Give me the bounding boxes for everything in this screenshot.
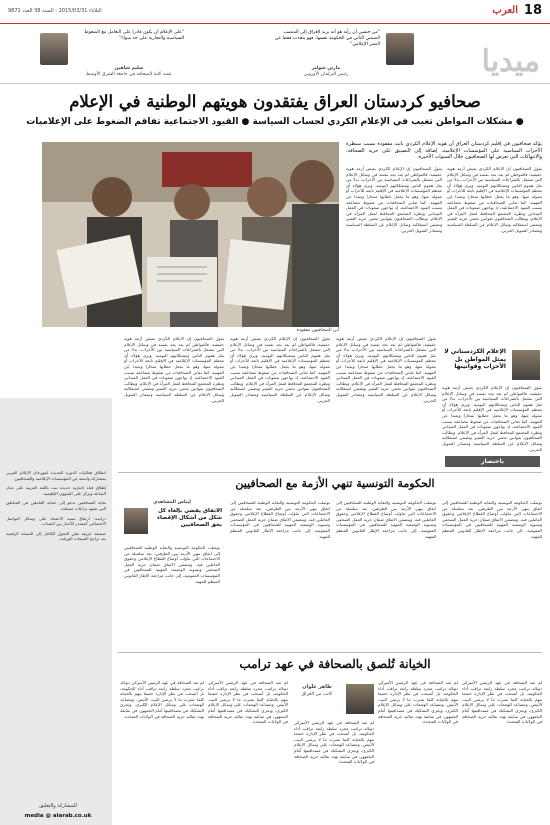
sidebar-footer-label: للمشاركة والتعليق: [39, 803, 77, 809]
tunisia-author-photo: [124, 508, 148, 534]
main-subheadline: ● مشكلات المواطن تغيب في الإعلام الكردي لحساب السياسة ● القيود الاجتماعية تفاقم الضغوط على الإعلاميات: [26, 117, 524, 127]
left-quote: "على الإعلام أن يكون قادرا على التعامل مع الضغوط السياسية والتجارية على حد سواء": [84, 30, 184, 41]
right-author-photo: [386, 33, 414, 65]
main-body-col-2: يقول الصحافيون إن الإعلام الكردي يعيش أزمة هوية حقيقية، فالمواطن لم يعد يجد نفسه في وسائل الإعلام التي تنشغل بالصراعات السياسية بين الأحزاب، بدلا من نقل هموم الناس ومشكلاتهم اليومية. ويرى هؤلاء أن معظم المؤسسات الإعلامية في الإقليم تابعة للأحزاب أو ممولة منها، وهو ما يجعل خطابها منحازا وبعيدا عن المهنية. كما تعاني الصحافيات من ضغوط مضاعفة بسبب القيود الاجتماعية، إذ يواجهن صعوبات في العمل الميداني ونظرة المجتمع المحافظ لعمل المرأة في الإعلام. ويطالب الصحافيون بقوانين تحمي حرية التعبير وتضمن استقلالية وسائل الإعلام عن السلطة السياسية ومصادر التمويل الحزبي.: [346, 166, 442, 233]
bottom-body-col-5: لم تعد الصحافة في عهد الرئيس الأميركي دونالد ترامب مجرد سلطة رابعة تراقب أداء الحكومة، بل أصبحت في نظر الإدارة خصما يتهم بالخيانة كلما نشرت ما لا يرضي البيت الأبيض. وتتصاعد الهجمات على وسائل الإعلام الكبرى، ويجري التشكيك في مصداقيتها أمام الجمهور، في سابقة تهدد تقاليد حرية الصحافة في الولايات المتحدة.: [120, 680, 204, 719]
main-body-col-3: يقول الصحافيون إن الإعلام الكردي يعيش أزمة هوية حقيقية، فالمواطن لم يعد يجد نفسه في وسائل الإعلام التي تنشغل بالصراعات السياسية بين الأحزاب، بدلا من نقل هموم الناس ومشكلاتهم اليومية. ويرى هؤلاء أن معظم المؤسسات الإعلامية في الإقليم تابعة للأحزاب أو ممولة منها، وهو ما يجعل خطابها منحازا وبعيدا عن المهنية. كما تعاني الصحافيات من ضغوط مضاعفة بسبب القيود الاجتماعية، إذ يواجهن صعوبات في العمل الميداني ونظرة المجتمع المحافظ لعمل المرأة في الإعلام. ويطالب الصحافيون بقوانين تحمي حرية التعبير وتضمن استقلالية وسائل الإعلام عن السلطة السياسية ومصادر التمويل الحزبي.: [442, 385, 542, 452]
section-title: ميديا: [481, 44, 540, 79]
bottom-author-role: كاتب من العراق: [301, 692, 333, 697]
sidebar-item: نقابة الصحافيين تدعو إلى حماية العاملين في المناطق التي تشهد نزاعات مسلحة.: [6, 500, 106, 511]
tunisia-body-col-1: توصلت الحكومة التونسية والنقابة الوطنية للصحافيين إلى اتفاق ينهي الأزمة بين الطرفين، بعد سلسلة من الاجتماعات التي تناولت أوضاع القطاع الإعلامي وحقوق العاملين فيه. ويتضمن الاتفاق ضمان حرية العمل الصحفي وتسوية الوضعية المهنية للصحافيين في المؤسسات العمومية، إلى جانب مراجعة الإطار القانوني المنظم للمهنة.: [442, 500, 542, 539]
tunisia-author: إيناس المشاهدي: [153, 500, 191, 505]
bottom-body-col-1: لم تعد الصحافة في عهد الرئيس الأميركي دونالد ترامب مجرد سلطة رابعة تراقب أداء الحكومة، بل أصبحت في نظر الإدارة خصما يتهم بالخيانة كلما نشرت ما لا يرضي البيت الأبيض. وتتصاعد الهجمات على وسائل الإعلام الكبرى، ويجري التشكيك في مصداقيتها أمام الجمهور، في سابقة تهدد تقاليد حرية الصحافة في الولايات المتحدة.: [462, 680, 542, 725]
newspaper-readers-photo: [42, 142, 339, 327]
section-divider: [118, 652, 542, 653]
sidebar-brief: [0, 398, 112, 825]
left-author-name: سليم شاهين: [114, 66, 144, 71]
bottom-author-name: طاهر علوان: [302, 684, 332, 690]
right-author-role: رئيس البرلمان الأوروبي: [303, 72, 349, 77]
bottom-body-col-4: لم تعد الصحافة في عهد الرئيس الأميركي دونالد ترامب مجرد سلطة رابعة تراقب أداء الحكومة، بل أصبحت في نظر الإدارة خصما يتهم بالخيانة كلما نشرت ما لا يرضي البيت الأبيض. وتتصاعد الهجمات على وسائل الإعلام الكبرى، ويجري التشكيك في مصداقيتها أمام الجمهور، في سابقة تهدد تقاليد حرية الصحافة في الولايات المتحدة.: [208, 680, 288, 725]
photo-caption: أين الصحافيون مفقودة: [296, 328, 339, 333]
tunisia-body-col-2: توصلت الحكومة التونسية والنقابة الوطنية للصحافيين إلى اتفاق ينهي الأزمة بين الطرفين، بعد سلسلة من الاجتماعات التي تناولت أوضاع القطاع الإعلامي وحقوق العاملين فيه. ويتضمن الاتفاق ضمان حرية العمل الصحفي وتسوية الوضعية المهنية للصحافيين في المؤسسات العمومية، إلى جانب مراجعة الإطار القانوني المنظم للمهنة.: [336, 500, 436, 539]
contact-email[interactable]: media @ alarab.co.uk: [24, 813, 92, 819]
sidebar-items: [6, 470, 106, 542]
tunisia-headline: الحكومة التونسية تنهي الأزمة مع الصحافيين: [235, 477, 435, 490]
sidebar-item: دراسة: ارتفاع نسبة الاعتماد على وسائل التواصل الاجتماعي كمصدر للأخبار بين الشباب.: [6, 515, 106, 527]
sidebar-item: انطلاق فعاليات الدورة الجديدة لمهرجان الإعلام العربي بمشاركة واسعة من المؤسسات الإعلامية والصحافيين.: [6, 470, 106, 481]
side-quote: الإعلام الكردستاني لا يمثل المواطن بل الأحزاب وقوانينها: [444, 348, 506, 370]
main-body-col-4: يقول الصحافيون إن الإعلام الكردي يعيش أزمة هوية حقيقية، فالمواطن لم يعد يجد نفسه في وسائل الإعلام التي تنشغل بالصراعات السياسية بين الأحزاب، بدلا من نقل هموم الناس ومشكلاتهم اليومية. ويرى هؤلاء أن معظم المؤسسات الإعلامية في الإقليم تابعة للأحزاب أو ممولة منها، وهو ما يجعل خطابها منحازا وبعيدا عن المهنية. كما تعاني الصحافيات من ضغوط مضاعفة بسبب القيود الاجتماعية، إذ يواجهن صعوبات في العمل الميداني ونظرة المجتمع المحافظ لعمل المرأة في الإعلام. ويطالب الصحافيون بقوانين تحمي حرية التعبير وتضمن استقلالية وسائل الإعلام عن السلطة السياسية ومصادر التمويل الحزبي.: [336, 336, 436, 403]
bottom-body-col-3: لم تعد الصحافة في عهد الرئيس الأميركي دونالد ترامب مجرد سلطة رابعة تراقب أداء الحكومة، بل أصبحت في نظر الإدارة خصما يتهم بالخيانة كلما نشرت ما لا يرضي البيت الأبيض. وتتصاعد الهجمات على وسائل الإعلام الكبرى، ويجري التشكيك في مصداقيتها أمام الجمهور، في سابقة تهدد تقاليد حرية الصحافة في الولايات المتحدة.: [294, 720, 374, 765]
main-body-col-5: يقول الصحافيون إن الإعلام الكردي يعيش أزمة هوية حقيقية، فالمواطن لم يعد يجد نفسه في وسائل الإعلام التي تنشغل بالصراعات السياسية بين الأحزاب، بدلا من نقل هموم الناس ومشكلاتهم اليومية. ويرى هؤلاء أن معظم المؤسسات الإعلامية في الإقليم تابعة للأحزاب أو ممولة منها، وهو ما يجعل خطابها منحازا وبعيدا عن المهنية. كما تعاني الصحافيات من ضغوط مضاعفة بسبب القيود الاجتماعية، إذ يواجهن صعوبات في العمل الميداني ونظرة المجتمع المحافظ لعمل المرأة في الإعلام. ويطالب الصحافيون بقوانين تحمي حرية التعبير وتضمن استقلالية وسائل الإعلام عن السلطة السياسية ومصادر التمويل الحزبي.: [230, 336, 330, 403]
side-quote-photo: [512, 350, 540, 380]
right-quote: "من جنسي أن رأيه هو أنه يريد العراق إلى المنصب الضمني الثاني في الحكومة نفسها، فهو يتحدث فقط عن النصر الإعلامي": [274, 30, 380, 47]
sidebar-title: باختصار: [445, 456, 540, 467]
bottom-author-photo: [346, 684, 374, 714]
right-author-name: مارتن شولتز: [311, 66, 341, 71]
tunisia-body-col-3: توصلت الحكومة التونسية والنقابة الوطنية للصحافيين إلى اتفاق ينهي الأزمة بين الطرفين، بعد سلسلة من الاجتماعات التي تناولت أوضاع القطاع الإعلامي وحقوق العاملين فيه. ويتضمن الاتفاق ضمان حرية العمل الصحفي وتسوية الوضعية المهنية للصحافيين في المؤسسات العمومية، إلى جانب مراجعة الإطار القانوني المنظم للمهنة.: [230, 500, 330, 539]
newspaper-name: العرب: [492, 5, 518, 16]
tunisia-quote: الاتفاق يقضي بإلغاء كل شكل من أشكال الإقصاء بحق الصحافيين: [157, 508, 222, 528]
bottom-body-col-2: لم تعد الصحافة في عهد الرئيس الأميركي دونالد ترامب مجرد سلطة رابعة تراقب أداء الحكومة، بل أصبحت في نظر الإدارة خصما يتهم بالخيانة كلما نشرت ما لا يرضي البيت الأبيض. وتتصاعد الهجمات على وسائل الإعلام الكبرى، ويجري التشكيك في مصداقيتها أمام الجمهور، في سابقة تهدد تقاليد حرية الصحافة في الولايات المتحدة.: [378, 680, 458, 725]
sidebar-item: صحيفة عريقة تعلن التحول الكامل إلى النسخة الرقمية بعد تراجع المبيعات الورقية.: [6, 530, 106, 542]
bottom-headline: الخيانة تُلصق بالصحافة في عهد ترامب: [239, 657, 431, 671]
page-number: 18: [523, 3, 542, 18]
main-body-col-6: يقول الصحافيون إن الإعلام الكردي يعيش أزمة هوية حقيقية، فالمواطن لم يعد يجد نفسه في وسائل الإعلام التي تنشغل بالصراعات السياسية بين الأحزاب، بدلا من نقل هموم الناس ومشكلاتهم اليومية. ويرى هؤلاء أن معظم المؤسسات الإعلامية في الإقليم تابعة للأحزاب أو ممولة منها، وهو ما يجعل خطابها منحازا وبعيدا عن المهنية. كما تعاني الصحافيات من ضغوط مضاعفة بسبب القيود الاجتماعية، إذ يواجهن صعوبات في العمل الميداني ونظرة المجتمع المحافظ لعمل المرأة في الإعلام. ويطالب الصحافيون بقوانين تحمي حرية التعبير وتضمن استقلالية وسائل الإعلام عن السلطة السياسية ومصادر التمويل الحزبي.: [124, 336, 224, 403]
section-divider: [118, 472, 542, 473]
left-author-photo: [40, 33, 68, 65]
main-lead-text: يؤكد صحافيون في إقليم كردستان العراق أن هوية الإعلام الكردي باتت مفقودة بسبب سيطرة الأحزاب السياسية على المؤسسات الإعلامية، إضافة إلى التضييق على حرية الصحافة، والانتهاكات التي تعرض لها الصحافيون خلال السنوات الأخيرة.: [346, 141, 542, 160]
sidebar-item: إطلاق قناة إخبارية جديدة تبث باللغة العربية على مدار الساعة وتركز على الشؤون الإقليمية.: [6, 485, 106, 496]
left-author-role: عميد كلية الصحافة في جامعة الشرق الأوسط: [86, 72, 172, 77]
tunisia-body-col-4: توصلت الحكومة التونسية والنقابة الوطنية للصحافيين إلى اتفاق ينهي الأزمة بين الطرفين، بعد سلسلة من الاجتماعات التي تناولت أوضاع القطاع الإعلامي وحقوق العاملين فيه. ويتضمن الاتفاق ضمان حرية العمل الصحفي وتسوية الوضعية المهنية للصحافيين في المؤسسات العمومية، إلى جانب مراجعة الإطار القانوني المنظم للمهنة.: [124, 545, 220, 584]
main-headline: صحافيو كردستان العراق يفتقدون هويتهم الوطنية في الإعلام: [69, 92, 481, 111]
main-body-col-1: يقول الصحافيون إن الإعلام الكردي يعيش أزمة هوية حقيقية، فالمواطن لم يعد يجد نفسه في وسائل الإعلام التي تنشغل بالصراعات السياسية بين الأحزاب، بدلا من نقل هموم الناس ومشكلاتهم اليومية. ويرى هؤلاء أن معظم المؤسسات الإعلامية في الإقليم تابعة للأحزاب أو ممولة منها، وهو ما يجعل خطابها منحازا وبعيدا عن المهنية. كما تعاني الصحافيات من ضغوط مضاعفة بسبب القيود الاجتماعية، إذ يواجهن صعوبات في العمل الميداني ونظرة المجتمع المحافظ لعمل المرأة في الإعلام. ويطالب الصحافيون بقوانين تحمي حرية التعبير وتضمن استقلالية وسائل الإعلام عن السلطة السياسية ومصادر التمويل الحزبي.: [447, 166, 542, 233]
issue-info: الثلاثاء 2015/03/31 - السنة 38 العدد 9871: [8, 8, 102, 14]
main-photo: [42, 142, 339, 327]
